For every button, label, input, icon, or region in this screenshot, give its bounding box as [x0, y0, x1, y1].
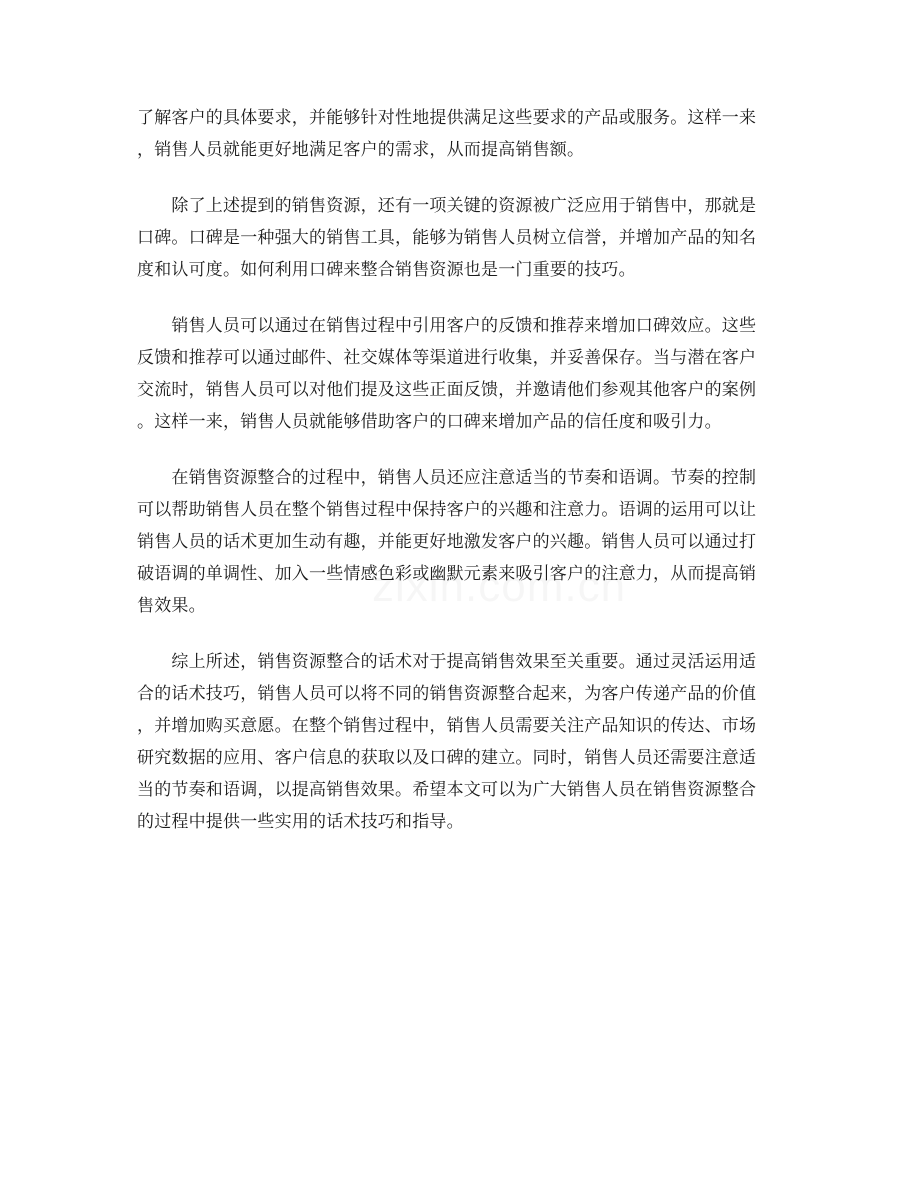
paragraph-1 [137, 102, 787, 166]
text-line: 度和认可度。如何利用口碑来整合销售资源也是一门重要的技巧。 [137, 260, 636, 280]
text-line: 销售人员可以通过在销售过程中引用客户的反馈和推荐来增加口碑效应。这些 [137, 316, 757, 336]
text-line: 可以帮助销售人员在整个销售过程中保持客户的兴趣和注意力。语调的运用可以让 [137, 500, 757, 520]
text-line: 在销售资源整合的过程中，销售人员还应注意适当的节奏和语调。节奏的控制 [137, 468, 757, 488]
text-line: 除了上述提到的销售资源，还有一项关键的资源被广泛应用于销售中，那就是 [137, 196, 757, 216]
text-line: 了解客户的具体要求，并能够针对性地提供满足这些要求的产品或服务。这样一来 [137, 108, 757, 128]
text-line: 的过程中提供一些实用的话术技巧和指导。 [137, 812, 464, 832]
paragraph-5 [137, 646, 787, 838]
text-line: 合的话术技巧，销售人员可以将不同的销售资源整合起来，为客户传递产品的价值 [137, 684, 757, 704]
paragraph-3 [137, 310, 787, 438]
paragraph-2 [137, 190, 787, 286]
text-line: 当的节奏和语调，以提高销售效果。希望本文可以为广大销售人员在销售资源整合 [137, 780, 757, 800]
text-line: 交流时，销售人员可以对他们提及这些正面反馈，并邀请他们参观其他客户的案例 [137, 380, 757, 400]
document-body [137, 102, 787, 862]
text-line: 综上所述，销售资源整合的话术对于提高销售效果至关重要。通过灵活运用适 [137, 652, 757, 672]
text-line: 破语调的单调性、加入一些情感色彩或幽默元素来吸引客户的注意力，从而提高销 [137, 564, 757, 584]
text-line: 售效果。 [137, 596, 206, 616]
text-line: 销售人员的话术更加生动有趣，并能更好地激发客户的兴趣。销售人员可以通过打 [137, 532, 757, 552]
text-line: 研究数据的应用、客户信息的获取以及口碑的建立。同时，销售人员还需要注意适 [137, 748, 757, 768]
text-line: 口碑。口碑是一种强大的销售工具，能够为销售人员树立信誉，并增加产品的知名 [137, 228, 757, 248]
text-line: ，并增加购买意愿。在整个销售过程中，销售人员需要关注产品知识的传达、市场 [137, 716, 757, 736]
text-line: ，销售人员就能更好地满足客户的需求，从而提高销售额。 [137, 140, 585, 160]
text-line: 反馈和推荐可以通过邮件、社交媒体等渠道进行收集，并妥善保存。当与潜在客户 [137, 348, 757, 368]
text-line: 。这样一来，销售人员就能够借助客户的口碑来增加产品的信任度和吸引力。 [137, 412, 722, 432]
watermark [372, 562, 626, 612]
